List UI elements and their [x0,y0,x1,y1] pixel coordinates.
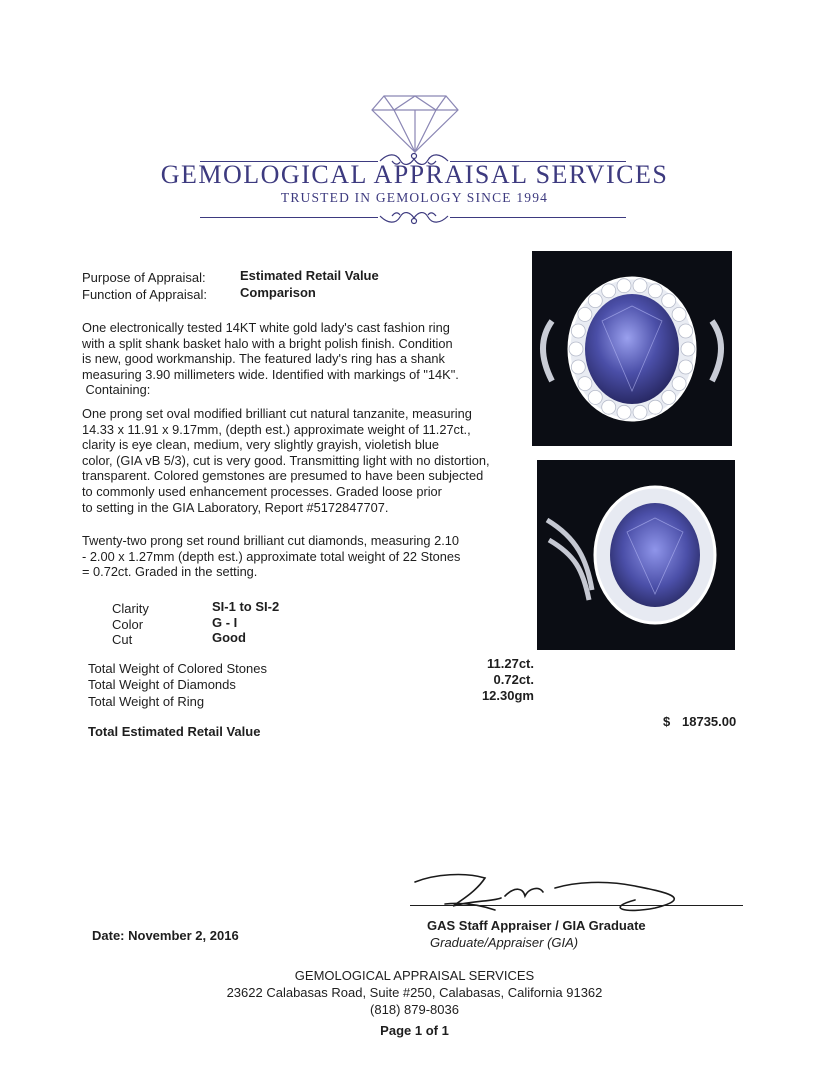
ring-side-illustration [537,460,735,650]
grade-label-color: Color [112,617,144,632]
grade-value-clarity: SI-1 to SI-2 [212,599,280,614]
text-line: Twenty-two prong set round brilliant cut diamonds, measuring 2.10 [82,533,459,548]
company-title: GEMOLOGICAL APPRAISAL SERVICES [160,160,669,189]
total-colored-label: Total Weight of Colored Stones [88,661,267,676]
purpose-label: Purpose of Appraisal: [82,270,206,285]
signature-line [410,905,743,906]
text-line: = 0.72ct. Graded in the setting. [82,564,258,580]
retail-amount: 18735.00 [682,714,737,729]
signature-scribble [405,868,705,918]
halo-diamond [569,342,583,356]
halo-diamond [662,390,676,404]
retail-currency: $ [663,714,671,729]
grade-label-clarity: Clarity [112,601,149,616]
total-ring-label: Total Weight of Ring [88,694,205,709]
text-line: color, (GIA vB 5/3), cut is very good. Transmitting light with no distortion, [82,452,490,468]
header-rule-bottom-right [450,217,626,218]
text-line: to setting in the GIA Laboratory, Report #5172847707. [82,499,389,515]
text-line: transparent. Colored gemstones are presumed to have been subjected [82,468,484,484]
text-line: One electronically tested 14KT white gold lady's cast fashion ring [82,320,450,335]
page-number: Page 1 of 1 [380,1023,449,1038]
halo-diamond [672,377,686,391]
appraiser-name: GAS Staff Appraiser / GIA Graduate [427,918,646,933]
text-line: is new, good workmanship. The featured lady's ring has a shank [82,351,445,367]
text-line: Containing: [82,382,151,398]
halo-diamond [672,307,686,321]
halo-diamond [578,307,592,321]
halo-diamond [602,400,616,414]
text-line: clarity is eye clean, medium, very slightly grayish, violetish blue [82,437,440,453]
ring-description [82,320,459,398]
halo-diamond [681,342,695,356]
total-diamonds-value: 0.72ct. [493,672,534,687]
halo-diamond [633,279,647,293]
ring-top-illustration [532,251,732,446]
diamonds-description [82,533,460,580]
halo-diamond [617,279,631,293]
halo-diamond [648,284,662,298]
halo-diamond [571,360,585,374]
ring-photo-side [537,460,735,650]
retail-value-label: Total Estimated Retail Value [88,724,261,739]
purpose-value: Estimated Retail Value [240,268,379,283]
halo-diamond [571,324,585,338]
total-diamonds-label: Total Weight of Diamonds [88,677,236,692]
appraiser-title: Graduate/Appraiser (GIA) [430,935,579,950]
ring-photo-top [532,251,732,446]
halo-diamond [679,324,693,338]
halo-diamond [633,405,647,419]
footer-company: GEMOLOGICAL APPRAISAL SERVICES [294,968,535,983]
halo-diamond [588,390,602,404]
flourish-bottom-icon [378,207,450,227]
halo-diamond [662,294,676,308]
function-value: Comparison [240,285,316,300]
footer-address: 23622 Calabasas Road, Suite #250, Calabasas, California 91362 [226,985,603,1000]
text-line: One prong set oval modified brilliant cut natural tanzanite, measuring [82,406,472,421]
grade-value-color: G - I [212,615,238,630]
text-line: 14.33 x 11.91 x 9.17mm, (depth est.) approximate weight of 11.27ct., [82,421,471,437]
text-line: measuring 3.90 millimeters wide. Identified with markings of "14K". [82,366,459,382]
tanzanite-description [82,406,490,515]
halo-diamond [602,284,616,298]
text-line: - 2.00 x 1.27mm (depth est.) approximate total weight of 22 Stones [82,548,461,564]
text-line: to commonly used enhancement processes. Graded loose prior [82,483,442,499]
function-label: Function of Appraisal: [82,287,208,302]
halo-diamond [588,294,602,308]
halo-diamond [617,405,631,419]
grade-value-cut: Good [212,630,246,645]
report-date: Date: November 2, 2016 [92,928,239,943]
halo-diamond [648,400,662,414]
grade-label-cut: Cut [112,632,133,647]
total-colored-value: 11.27ct. [487,656,534,671]
text-line: with a split shank basket halo with a bright polish finish. Condition [82,335,453,351]
total-ring-value: 12.30gm [481,688,534,703]
halo-diamond [679,360,693,374]
halo-diamond [578,377,592,391]
footer-phone: (818) 879-8036 [370,1002,459,1017]
company-tagline: TRUSTED IN GEMOLOGY SINCE 1994 [280,190,549,205]
diamond-icon [370,92,460,154]
header-rule-bottom [200,217,378,218]
